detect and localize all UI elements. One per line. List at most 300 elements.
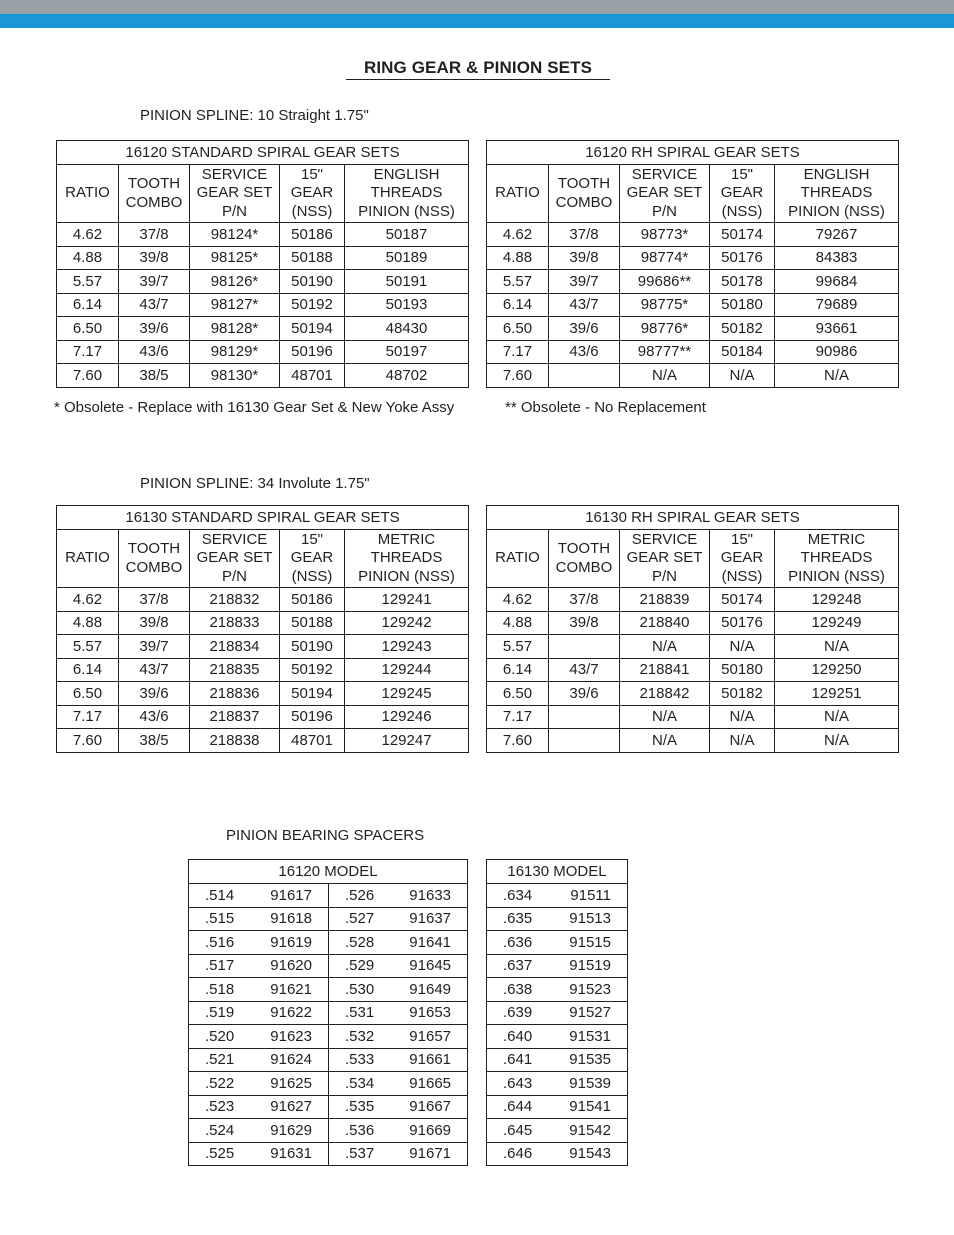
table-row (487, 884, 628, 908)
table-cell: 50174 (710, 223, 775, 247)
table-cell: 98774* (620, 246, 710, 270)
spacer-pair (487, 887, 627, 904)
table-cell: 7.17 (487, 340, 549, 364)
table-row (487, 246, 899, 270)
table-row (487, 223, 899, 247)
table-cell: 50193 (345, 293, 469, 317)
spacer-part-number: 91535 (569, 1051, 611, 1069)
table-row (57, 658, 469, 682)
spacer-pair-cell (329, 1142, 468, 1166)
table-caption: 16120 STANDARD SPIRAL GEAR SETS (57, 141, 469, 165)
spacer-pair-cell (329, 978, 468, 1002)
table-cell: 50190 (280, 635, 345, 659)
table-cell: 129249 (775, 611, 899, 635)
spacer-pair-cell (329, 954, 468, 978)
table-cell: 6.14 (487, 658, 549, 682)
spacer-pair (487, 1098, 627, 1115)
spacer-pair (329, 934, 467, 951)
table-cell: 4.62 (57, 588, 119, 612)
table-cell: 218836 (190, 682, 280, 706)
table-row (487, 340, 899, 364)
table-cell: 50196 (280, 705, 345, 729)
spacer-part-number: 91622 (270, 1004, 312, 1022)
table-spacers-16130 (486, 859, 628, 1166)
spacer-pair-cell (189, 1119, 329, 1143)
spacer-part-number: 91513 (569, 910, 611, 928)
table-row (487, 978, 628, 1002)
table-cell: 218832 (190, 588, 280, 612)
table-cell: 50194 (280, 682, 345, 706)
spacer-pair (329, 910, 467, 927)
spacer-part-number: 91541 (569, 1098, 611, 1116)
spacer-pair-cell (189, 1095, 329, 1119)
table-row (57, 635, 469, 659)
table-cell: 129250 (775, 658, 899, 682)
header-row (487, 530, 899, 588)
header-bar-gray (0, 0, 954, 14)
table-16120-standard (56, 140, 469, 388)
spacer-thickness: .534 (345, 1074, 375, 1092)
table-cell: 7.60 (487, 364, 549, 388)
table-cell: 218841 (620, 658, 710, 682)
table-cell: 50188 (280, 611, 345, 635)
table-row (487, 270, 899, 294)
spacer-part-number: 91527 (569, 1004, 611, 1022)
table-cell: 4.88 (487, 246, 549, 270)
note-obsolete-replace: * Obsolete - Replace with 16130 Gear Set & New Yoke Assy (54, 399, 455, 416)
caption-row (57, 506, 469, 530)
spacer-thickness: .532 (345, 1027, 375, 1045)
table-cell: 5.57 (487, 270, 549, 294)
spacer-pair-cell (189, 1001, 329, 1025)
spacer-thickness: .645 (503, 1121, 533, 1139)
table-cell: 7.17 (487, 705, 549, 729)
spacer-part-number: 91619 (270, 933, 312, 951)
spacer-pair (189, 934, 328, 951)
column-header: TOOTH COMBO (119, 530, 190, 588)
table-row (487, 729, 899, 753)
spacer-part-number: 91621 (270, 980, 312, 998)
table-row (57, 317, 469, 341)
spacer-pair (487, 1075, 627, 1092)
table-cell: 4.62 (487, 223, 549, 247)
table-cell: 90986 (775, 340, 899, 364)
table-cell: 38/5 (119, 364, 190, 388)
spacer-thickness: .643 (503, 1074, 533, 1092)
page-title: RING GEAR & PINION SETS (346, 58, 610, 80)
table-cell: 79689 (775, 293, 899, 317)
table-cell: 6.50 (57, 317, 119, 341)
table-cell: 4.62 (487, 588, 549, 612)
spacer-thickness: .537 (345, 1145, 375, 1163)
table-cell: 98124* (190, 223, 280, 247)
spacer-pair (329, 1098, 467, 1115)
column-header: 15" GEAR (NSS) (710, 530, 775, 588)
table-cell: 48430 (345, 317, 469, 341)
spacer-pair-cell (487, 1048, 628, 1072)
table-cell: N/A (620, 635, 710, 659)
table-cell: 129243 (345, 635, 469, 659)
table-cell: 7.17 (57, 705, 119, 729)
table-cell: 98777** (620, 340, 710, 364)
table-cell: 98129* (190, 340, 280, 364)
table-cell: 39/8 (549, 611, 620, 635)
table-cell: 50197 (345, 340, 469, 364)
spacer-pair (329, 1051, 467, 1068)
table-cell: 50182 (710, 317, 775, 341)
table-cell (549, 364, 620, 388)
column-header: TOOTH COMBO (549, 530, 620, 588)
table-row (189, 1025, 468, 1049)
column-header: RATIO (487, 530, 549, 588)
spacer-pair-cell (189, 931, 329, 955)
spacer-part-number: 91633 (409, 886, 452, 904)
table-cell: 98127* (190, 293, 280, 317)
table-cell: 99686** (620, 270, 710, 294)
spacer-thickness: .526 (345, 886, 375, 904)
table-cell: 50196 (280, 340, 345, 364)
table-cell: N/A (710, 705, 775, 729)
table-cell: 39/7 (119, 635, 190, 659)
table-row (57, 705, 469, 729)
spacer-pair (189, 887, 328, 904)
table-cell: 218834 (190, 635, 280, 659)
spacer-pair-cell (487, 931, 628, 955)
spacer-pair (487, 934, 627, 951)
table-cell: 6.50 (487, 682, 549, 706)
spacer-pair-cell (189, 978, 329, 1002)
table-cell: 39/6 (119, 682, 190, 706)
spacer-pair-cell (329, 907, 468, 931)
spacer-part-number: 91519 (569, 957, 611, 975)
table-row (487, 317, 899, 341)
table-row (189, 907, 468, 931)
table-cell: 7.60 (57, 364, 119, 388)
table-cell: 50186 (280, 223, 345, 247)
spacer-part-number: 91539 (569, 1074, 611, 1092)
table-row (57, 364, 469, 388)
table-cell: 6.50 (487, 317, 549, 341)
table-cell: 50194 (280, 317, 345, 341)
table-cell: 129245 (345, 682, 469, 706)
table-cell: 39/7 (119, 270, 190, 294)
spacer-thickness: .644 (503, 1098, 533, 1116)
table-cell: 129251 (775, 682, 899, 706)
table-cell: 38/5 (119, 729, 190, 753)
spacer-pair (189, 1051, 328, 1068)
table-row (487, 293, 899, 317)
column-header: ENGLISH THREADS PINION (NSS) (345, 165, 469, 223)
table-row (487, 907, 628, 931)
spacer-part-number: 91667 (409, 1098, 452, 1116)
table-cell: 218833 (190, 611, 280, 635)
table-row (487, 1072, 628, 1096)
spacer-thickness: .530 (345, 980, 375, 998)
spacer-pair-cell (487, 954, 628, 978)
table-caption: 16130 MODEL (487, 860, 628, 884)
table-cell: N/A (620, 729, 710, 753)
table-cell: 48701 (280, 729, 345, 753)
spacer-thickness: .637 (503, 957, 533, 975)
table-row (57, 293, 469, 317)
spacer-pair (487, 1028, 627, 1045)
caption-row (189, 860, 468, 884)
spacer-thickness: .514 (205, 886, 235, 904)
column-header: METRIC THREADS PINION (NSS) (345, 530, 469, 588)
column-header: ENGLISH THREADS PINION (NSS) (775, 165, 899, 223)
table-row (189, 1119, 468, 1143)
table-cell: 43/6 (119, 705, 190, 729)
table-cell: 4.88 (57, 246, 119, 270)
spacer-pair-cell (189, 884, 329, 908)
table-cell: 39/8 (549, 246, 620, 270)
column-header: SERVICE GEAR SET P/N (620, 530, 710, 588)
spacer-pair-cell (487, 907, 628, 931)
spacer-thickness: .529 (345, 957, 375, 975)
spacer-thickness: .524 (205, 1121, 235, 1139)
table-cell: 5.57 (487, 635, 549, 659)
table-cell: 218839 (620, 588, 710, 612)
table-row (487, 364, 899, 388)
spacer-pair (189, 1098, 328, 1115)
spacer-part-number: 91624 (270, 1051, 312, 1069)
spacer-thickness: .520 (205, 1027, 235, 1045)
table-row (487, 1142, 628, 1166)
table-row (487, 954, 628, 978)
table-cell: N/A (620, 364, 710, 388)
table-cell: 129241 (345, 588, 469, 612)
spacer-part-number: 91620 (270, 957, 312, 975)
spacer-pair-cell (329, 884, 468, 908)
column-header: RATIO (487, 165, 549, 223)
spacer-pair-cell (189, 954, 329, 978)
table-cell: 43/6 (549, 340, 620, 364)
table-16120-rh (486, 140, 899, 388)
table-cell: 4.88 (57, 611, 119, 635)
table-row (189, 1095, 468, 1119)
table-row (189, 884, 468, 908)
spacer-pair (329, 1028, 467, 1045)
column-header: SERVICE GEAR SET P/N (620, 165, 710, 223)
table-caption: 16120 RH SPIRAL GEAR SETS (487, 141, 899, 165)
table-cell: 129246 (345, 705, 469, 729)
table-cell: 43/7 (119, 293, 190, 317)
table-cell: 50180 (710, 293, 775, 317)
spacer-part-number: 91618 (270, 910, 312, 928)
table-cell (549, 705, 620, 729)
spacer-pair (329, 1122, 467, 1139)
table-cell: 6.14 (487, 293, 549, 317)
spacer-pair-cell (189, 1072, 329, 1096)
spacer-part-number: 91629 (270, 1121, 312, 1139)
table-cell: 43/7 (119, 658, 190, 682)
spacer-pair-cell (487, 1095, 628, 1119)
spacers-label: PINION BEARING SPACERS (226, 827, 425, 844)
table-row (487, 1025, 628, 1049)
spline-label-involute: PINION SPLINE: 34 Involute 1.75" (140, 475, 370, 492)
spacer-pair (487, 910, 627, 927)
spacer-part-number: 91671 (409, 1145, 452, 1163)
table-cell: 50192 (280, 293, 345, 317)
table-cell: 129248 (775, 588, 899, 612)
spacer-pair-cell (189, 1025, 329, 1049)
spacer-thickness: .639 (503, 1004, 533, 1022)
spacer-thickness: .521 (205, 1051, 235, 1069)
spacer-part-number: 91645 (409, 957, 452, 975)
table-cell: N/A (710, 364, 775, 388)
spacer-pair-cell (329, 1119, 468, 1143)
spacer-pair (487, 1122, 627, 1139)
spacer-part-number: 91623 (270, 1027, 312, 1045)
caption-row (57, 141, 469, 165)
spacer-part-number: 91637 (409, 910, 452, 928)
table-cell: N/A (775, 705, 899, 729)
table-cell: 43/6 (119, 340, 190, 364)
table-row (189, 1001, 468, 1025)
table-cell: N/A (775, 635, 899, 659)
spacer-thickness: .516 (205, 933, 235, 951)
spacer-pair-cell (487, 884, 628, 908)
table-cell: 50184 (710, 340, 775, 364)
spacer-part-number: 91665 (409, 1074, 452, 1092)
spacer-thickness: .634 (503, 886, 533, 904)
table-cell: 39/6 (119, 317, 190, 341)
table-cell: N/A (710, 729, 775, 753)
spacer-thickness: .535 (345, 1098, 375, 1116)
spacer-part-number: 91653 (409, 1004, 452, 1022)
table-cell: 98128* (190, 317, 280, 341)
table-row (487, 658, 899, 682)
table-cell (549, 729, 620, 753)
spacer-pair (189, 1004, 328, 1021)
spacer-thickness: .523 (205, 1098, 235, 1116)
table-cell: 5.57 (57, 635, 119, 659)
table-row (487, 1095, 628, 1119)
spacer-part-number: 91523 (569, 980, 611, 998)
table-spacers-16120 (188, 859, 468, 1166)
spacer-part-number: 91649 (409, 980, 452, 998)
table-cell: 50176 (710, 246, 775, 270)
spacer-pair (189, 1145, 328, 1162)
table-cell: 99684 (775, 270, 899, 294)
spacer-thickness: .525 (205, 1145, 235, 1163)
spacer-pair (329, 981, 467, 998)
spacer-part-number: 91511 (570, 886, 611, 904)
table-cell: 218840 (620, 611, 710, 635)
spacer-pair (487, 1004, 627, 1021)
table-cell: 39/7 (549, 270, 620, 294)
column-header: TOOTH COMBO (119, 165, 190, 223)
table-cell: 93661 (775, 317, 899, 341)
table-cell: 98776* (620, 317, 710, 341)
spacer-thickness: .635 (503, 910, 533, 928)
column-header: RATIO (57, 165, 119, 223)
table-cell: 50174 (710, 588, 775, 612)
table-cell: 218838 (190, 729, 280, 753)
table-cell: 50182 (710, 682, 775, 706)
table-cell: 50186 (280, 588, 345, 612)
spacer-pair (329, 957, 467, 974)
header-row (57, 165, 469, 223)
table-cell: 218837 (190, 705, 280, 729)
spacer-pair (189, 981, 328, 998)
table-cell: 43/7 (549, 293, 620, 317)
table-cell: N/A (775, 364, 899, 388)
spacer-pair-cell (487, 1142, 628, 1166)
spacer-part-number: 91617 (270, 886, 312, 904)
table-cell: 39/8 (119, 246, 190, 270)
spacer-thickness: .533 (345, 1051, 375, 1069)
column-header: SERVICE GEAR SET P/N (190, 530, 280, 588)
spacer-pair-cell (189, 1048, 329, 1072)
table-row (189, 1072, 468, 1096)
table-row (57, 729, 469, 753)
spacer-pair (487, 957, 627, 974)
table-cell: 98130* (190, 364, 280, 388)
spacer-pair-cell (329, 1072, 468, 1096)
table-row (487, 635, 899, 659)
table-row (57, 270, 469, 294)
table-cell: 37/8 (119, 588, 190, 612)
spacer-part-number: 91661 (409, 1051, 452, 1069)
table-cell: 50190 (280, 270, 345, 294)
table-row (487, 705, 899, 729)
table-row (57, 246, 469, 270)
spacer-pair-cell (329, 1025, 468, 1049)
spacer-thickness: .646 (503, 1145, 533, 1163)
spacer-thickness: .636 (503, 933, 533, 951)
table-cell: 98773* (620, 223, 710, 247)
spacer-pair (487, 1051, 627, 1068)
spacer-part-number: 91641 (409, 933, 452, 951)
table-cell: 129247 (345, 729, 469, 753)
table-cell: 48702 (345, 364, 469, 388)
table-cell: 7.17 (57, 340, 119, 364)
table-row (57, 223, 469, 247)
table-cell: 129242 (345, 611, 469, 635)
spacer-part-number: 91531 (569, 1027, 611, 1045)
table-row (487, 931, 628, 955)
spacer-pair-cell (189, 1142, 329, 1166)
column-header: TOOTH COMBO (549, 165, 620, 223)
table-cell: 4.62 (57, 223, 119, 247)
table-cell: 5.57 (57, 270, 119, 294)
table-row (487, 588, 899, 612)
spacer-thickness: .640 (503, 1027, 533, 1045)
table-row (189, 954, 468, 978)
column-header: SERVICE GEAR SET P/N (190, 165, 280, 223)
spacer-pair-cell (487, 1025, 628, 1049)
table-row (189, 931, 468, 955)
spacer-pair (189, 910, 328, 927)
table-16130-standard (56, 505, 469, 753)
column-header: METRIC THREADS PINION (NSS) (775, 530, 899, 588)
spacer-pair-cell (329, 1001, 468, 1025)
table-cell: 50180 (710, 658, 775, 682)
table-cell: 50189 (345, 246, 469, 270)
table-cell: 6.14 (57, 658, 119, 682)
table-cell: 37/8 (549, 223, 620, 247)
table-cell: 39/8 (119, 611, 190, 635)
table-cell: 218842 (620, 682, 710, 706)
table-caption: 16120 MODEL (189, 860, 468, 884)
table-cell: 218835 (190, 658, 280, 682)
table-cell: 50187 (345, 223, 469, 247)
table-cell: 98775* (620, 293, 710, 317)
spacer-part-number: 91657 (409, 1027, 452, 1045)
header-row (57, 530, 469, 588)
spacer-pair (329, 887, 467, 904)
